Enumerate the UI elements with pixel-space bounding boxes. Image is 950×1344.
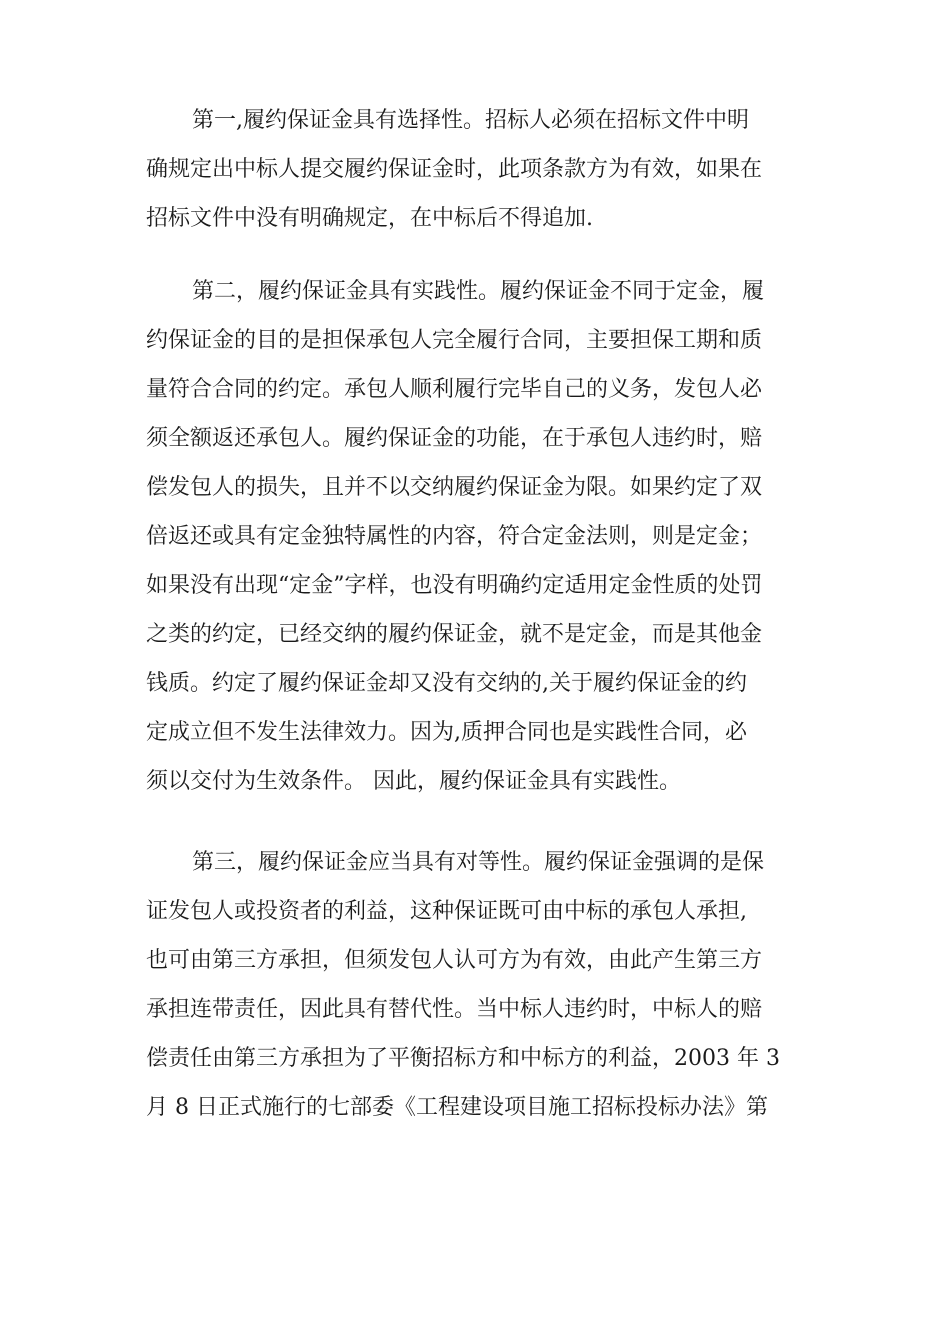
paragraph-line: 月 8 日正式施行的七部委《工程建设项目施工招标投标办法》第 [146, 1095, 768, 1120]
paragraph-line: 倍返还或具有定金独特属性的内容，符合定金法则，则是定金； [146, 524, 763, 549]
paragraph-line: 须全额返还承包人。履约保证金的功能，在于承包人违约时，赔 [146, 426, 763, 451]
paragraph-line: 也可由第三方承担，但须发包人认可方为有效，由此产生第三方 [146, 948, 763, 973]
paragraph-3 [146, 838, 816, 1132]
paragraph-line: 须以交付为生效条件。 因此，履约保证金具有实践性。 [146, 769, 681, 794]
paragraph-line: 偿责任由第三方承担为了平衡招标方和中标方的利益，2003 年 3 [146, 1046, 780, 1071]
paragraph-line: 量符合合同的约定。承包人顺利履行完毕自己的义务，发包人必 [146, 377, 763, 402]
paragraph-2 [146, 267, 816, 806]
paragraph-line: 第二，履约保证金具有实践性。履约保证金不同于定金，履 [192, 279, 765, 304]
paragraph-line: 承担连带责任，因此具有替代性。当中标人违约时，中标人的赔 [146, 997, 763, 1022]
paragraph-line: 之类的约定，已经交纳的履约保证金，就不是定金，而是其他金 [146, 622, 763, 647]
paragraph-line: 钱质。约定了履约保证金却又没有交纳的,关于履约保证金的约 [146, 671, 747, 696]
paragraph-line: 第一,履约保证金具有选择性。招标人必须在招标文件中明 [192, 108, 749, 133]
paragraph-line: 第三，履约保证金应当具有对等性。履约保证金强调的是保 [192, 850, 765, 875]
paragraph-line: 如果没有出现“定金”字样，也没有明确约定适用定金性质的处罚 [146, 573, 763, 598]
paragraph-line: 证发包人或投资者的利益，这种保证既可由中标的承包人承担, [146, 899, 747, 924]
paragraph-line: 偿发包人的损失，且并不以交纳履约保证金为限。如果约定了双 [146, 475, 763, 500]
paragraph-line: 确规定出中标人提交履约保证金时，此项条款方为有效，如果在 [146, 157, 763, 182]
paragraph-1 [146, 96, 816, 243]
paragraph-line: 招标文件中没有明确规定，在中标后不得追加. [146, 206, 593, 231]
paragraph-line: 定成立但不发生法律效力。因为,质押合同也是实践性合同，必 [146, 720, 747, 745]
paragraph-line: 约保证金的目的是担保承包人完全履行合同，主要担保工期和质 [146, 328, 763, 353]
